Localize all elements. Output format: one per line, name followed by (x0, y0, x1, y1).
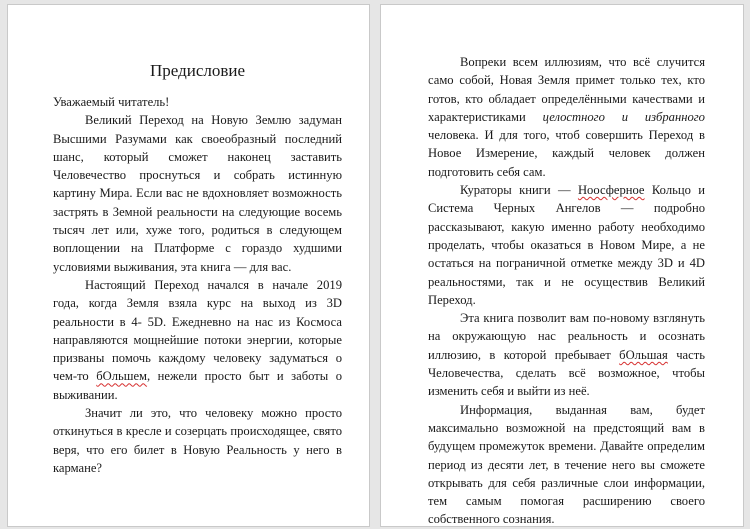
paragraph-2-text-a: Настоящий Переход начался в начале 2019 года, когда Земля взяла курс на выход из 3D реальности в 4- 5D. Ежедневно на нас из Космоса направляются мощнейшие потоки энергии, которые призваны помочь каждому человеку задуматься о чем-то (53, 277, 342, 384)
paragraph-3: Значит ли это, что человеку можно просто откинуться в кресле и созерцать происходящее, свято веря, что его билет в Новую Реальность у него в кармане? (53, 406, 342, 475)
paragraph-2-text-b: , нежели просто быт и заботы о выживании. (53, 369, 342, 402)
paragraph-4 (428, 53, 705, 181)
paragraph-6 (428, 309, 705, 400)
spellcheck-flagged-word[interactable]: бОльшая (619, 347, 668, 362)
paragraph-4-text-b: человека. И для того, чтоб совершить Переход в Новое Измерение, каждый человек должен подготовить себя сам. (428, 128, 705, 179)
paragraph-2 (53, 276, 342, 404)
paragraph-1: Великий Переход на Новую Землю задуман Высшими Разумами как своеобразный последний шанс, который сможет наконец заставить Человечество проснуться и собрать истинную картину Мира. Если вас не вдохновляет возможность застрять в Земной реальности на следующие восемь тысяч лет или, хуже того, родиться в следующем воплощении на Платформе с гораздо худшими условиями выживания, эта книга — для вас. (53, 113, 342, 274)
paragraph-4-text-a: Вопреки всем иллюзиям, что всё случится само собой, Новая Земля примет только тех, кто готов, кто обладает определёнными качествами и характеристиками (428, 55, 705, 124)
italic-phrase: целостного и избранного (542, 109, 705, 124)
document-page-left[interactable] (8, 5, 369, 526)
paragraph-5 (428, 181, 705, 309)
paragraph-5-text-b: Кольцо и Система Черных Ангелов — подробно рассказывают, какую именно работу необходимо проделать, чтобы оказаться в Новом Мире, а не остаться на пограничной отметке между 3D и 4D реальностями, так и не осуществив Великий Переход. (428, 183, 705, 307)
spellcheck-flagged-word[interactable]: Ноосферное (577, 183, 645, 198)
paragraph-6-text-b: часть Человечества, сделать всё возможное, чтобы изменить себя и выйти из неё. (428, 347, 705, 399)
spellcheck-flagged-word[interactable]: бОльшем (96, 369, 148, 384)
paragraph-5-text-a: Кураторы книги — (460, 183, 578, 198)
paragraph-6-text-a: Эта книга позволит вам по-новому взглянуть на окружающую нас реальность и осознать иллюзию, в которой пребывает (428, 311, 705, 362)
page-title: Предисловие (149, 61, 246, 80)
greeting: Уважаемый читатель! (53, 95, 170, 109)
document-page-right[interactable] (381, 5, 743, 526)
paragraph-7: Информация, выданная вам, будет максимально возможной на предстоящий вам в будущем промежуток времени. Давайте определим период из десяти лет, в течение него вы сможете открывать для себя различные слои информации, тем самым помогая расширению своего собственного сознания. (428, 402, 705, 527)
